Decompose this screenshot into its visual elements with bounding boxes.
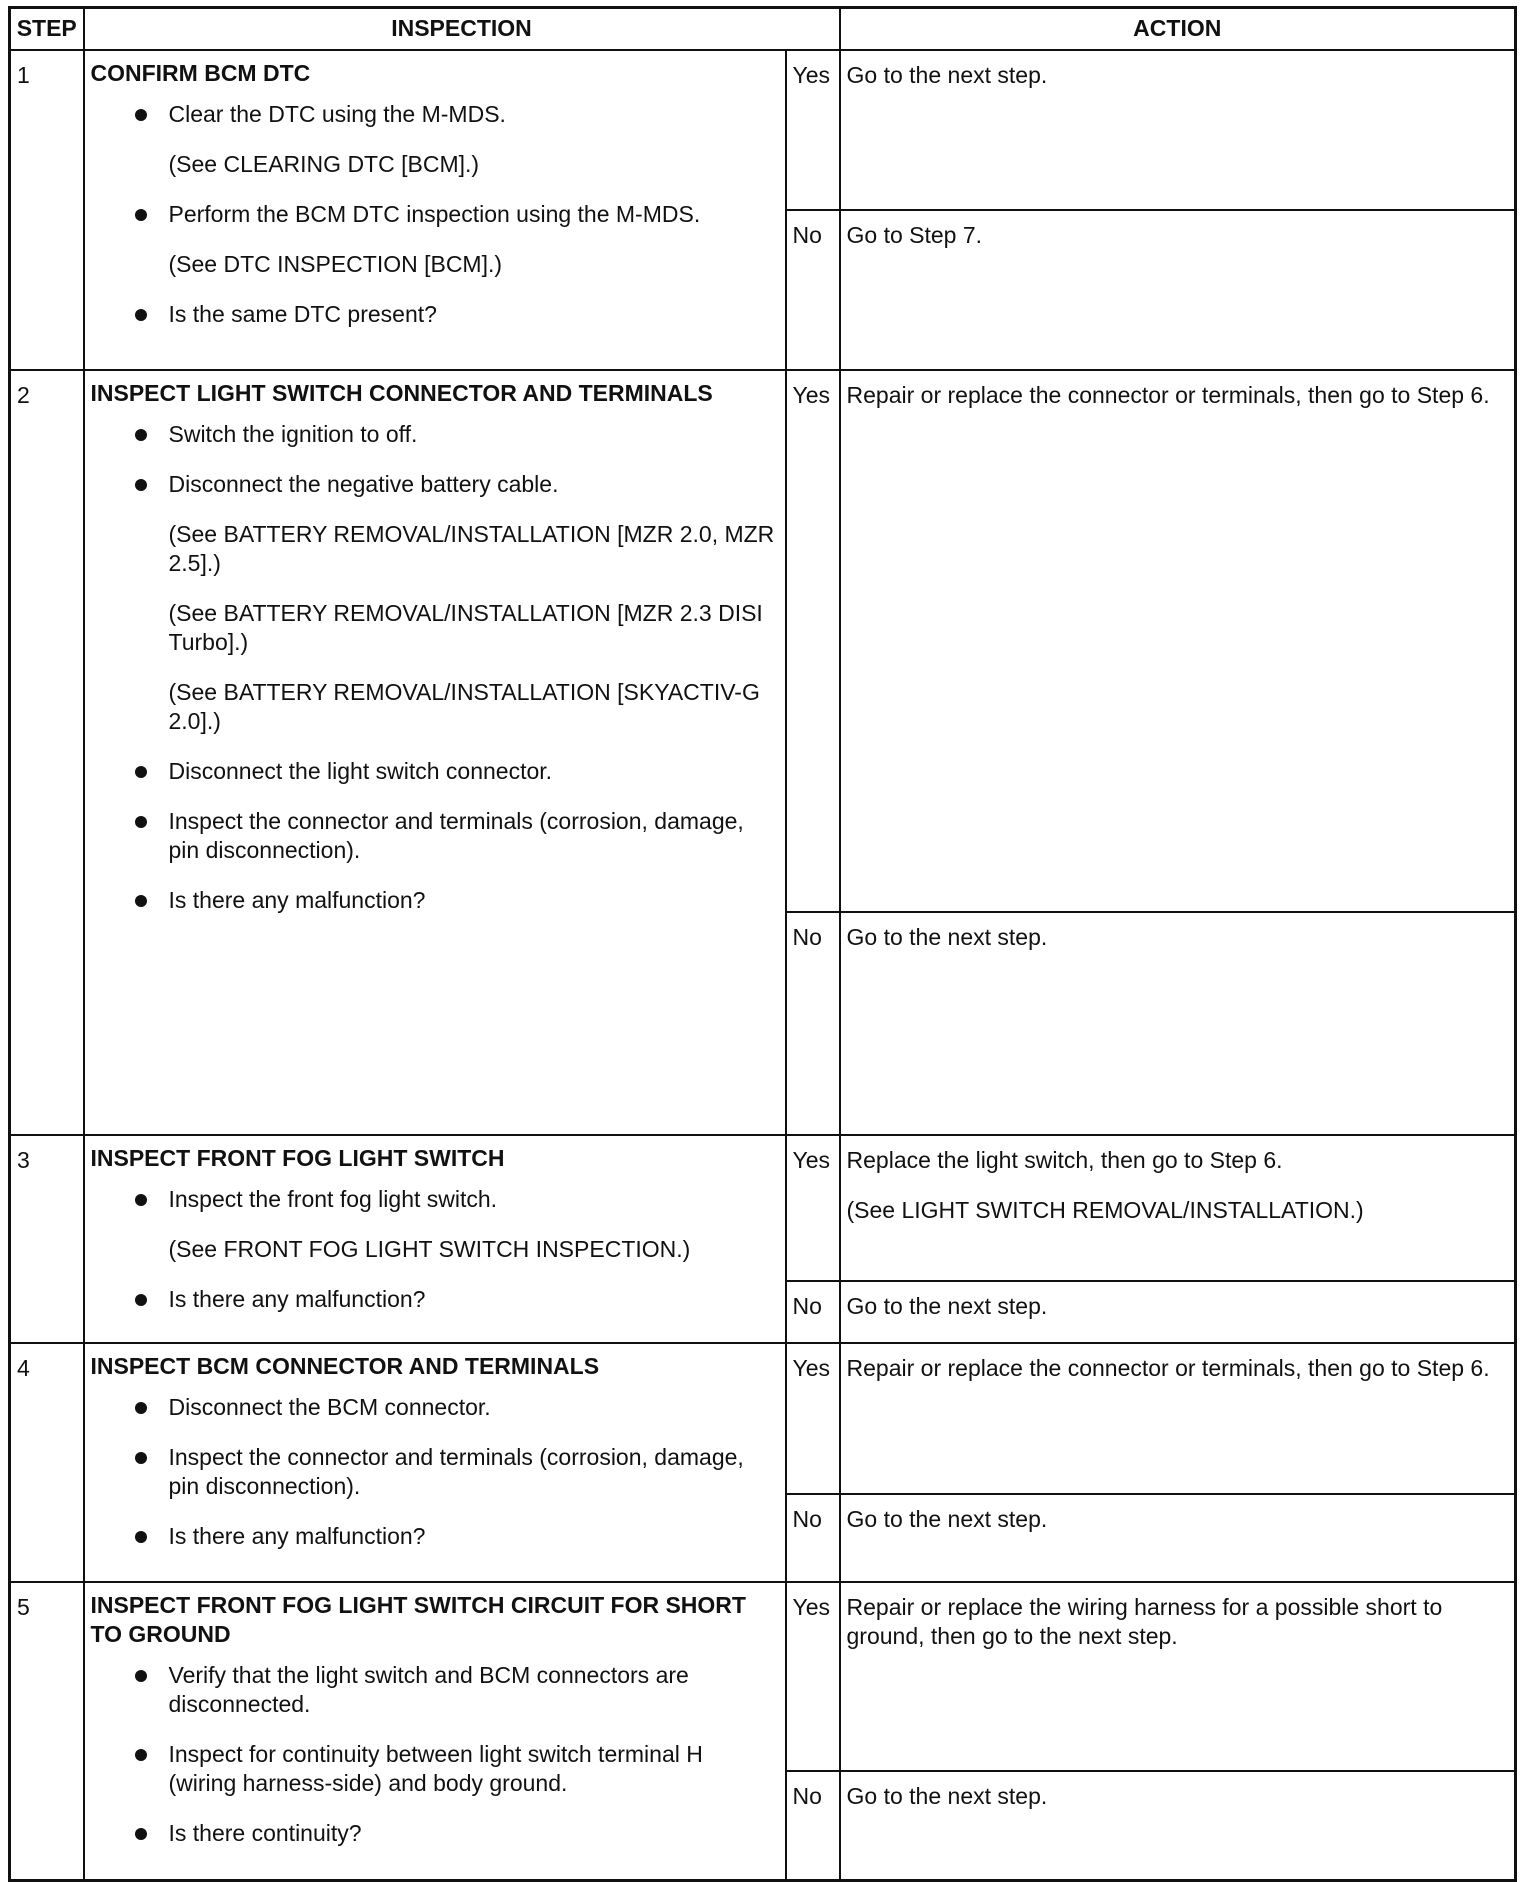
action-text: Go to the next step. [846,61,1048,88]
inspection-item-text: Disconnect the BCM connector. [168,1393,491,1420]
inspection-cell [84,1582,786,1881]
bullet-icon [135,429,147,441]
action-text: Replace the light switch, then go to Step 6. [846,1146,1283,1173]
action-text: Repair or replace the wiring harness for a possible short to ground, then go to the next step. [846,1593,1443,1649]
yes-label: Yes [786,1135,840,1281]
no-action [840,1771,1516,1881]
step-row [10,1582,1516,1771]
step-number: 3 [10,1135,84,1343]
inspection-item-text: Is the same DTC present? [168,300,437,327]
table-body [10,50,1516,1881]
header-row [10,8,1516,50]
yes-action [840,1135,1516,1281]
inspection-bullet-item [91,1443,775,1501]
inspection-bullet-item [91,300,775,329]
inspection-item-text: Switch the ignition to off. [168,420,418,447]
no-label: No [786,1281,840,1343]
inspection-item-text: Disconnect the negative battery cable. [168,470,559,497]
header-action: ACTION [840,8,1516,50]
inspection-bullet-item [91,100,775,129]
inspection-item-text: Disconnect the light switch connector. [168,757,553,784]
no-action [840,1494,1516,1582]
action-text: (See LIGHT SWITCH REMOVAL/INSTALLATION.) [846,1196,1364,1223]
inspection-item-text: (See BATTERY REMOVAL/INSTALLATION [SKYACTIV-G 2.0].) [168,678,760,734]
yes-action [840,50,1516,210]
inspection-bullet-item [91,470,775,499]
inspection-list [91,1661,775,1848]
header-inspection: INSPECTION [84,8,840,50]
inspection-title: CONFIRM BCM DTC [90,59,311,86]
step-row [10,1343,1516,1494]
action-text: Go to Step 7. [846,221,983,248]
bullet-icon [135,1670,147,1682]
inspection-bullet-item [91,807,775,865]
inspection-cell [84,50,786,370]
inspection-list [91,1185,775,1314]
troubleshooting-table [8,6,1517,1882]
no-action [840,210,1516,370]
inspection-bullet-item [91,1661,775,1719]
inspection-reference-note [91,1235,775,1264]
step-number: 2 [10,370,84,1135]
inspection-list [91,420,775,915]
bullet-icon [135,1294,147,1306]
inspection-reference-note [91,150,775,179]
inspection-item-text: (See BATTERY REMOVAL/INSTALLATION [MZR 2.0, MZR 2.5].) [168,520,775,576]
bullet-icon [135,1531,147,1543]
step-number: 1 [10,50,84,370]
inspection-cell [84,1343,786,1582]
inspection-bullet-item [91,1185,775,1214]
inspection-item-text: Is there any malfunction? [168,1522,426,1549]
inspection-bullet-item [91,1740,775,1798]
inspection-bullet-item [91,1819,775,1848]
action-text: Go to the next step. [846,1505,1048,1532]
inspection-list [91,100,775,329]
inspection-reference-note [91,250,775,279]
inspection-item-text: Inspect the connector and terminals (corrosion, damage, pin disconnection). [168,807,744,863]
action-text: Repair or replace the connector or terminals, then go to Step 6. [846,1354,1490,1381]
bullet-icon [135,1402,147,1414]
action-text: Go to the next step. [846,1292,1048,1319]
inspection-bullet-item [91,1393,775,1422]
inspection-item-text: Inspect the connector and terminals (corrosion, damage, pin disconnection). [168,1443,744,1499]
inspection-item-text: Is there any malfunction? [168,886,426,913]
inspection-bullet-item [91,200,775,229]
inspection-bullet-item [91,757,775,786]
inspection-title: INSPECT BCM CONNECTOR AND TERMINALS [90,1352,600,1379]
action-text: Go to the next step. [846,1782,1048,1809]
inspection-reference-note [91,520,775,578]
bullet-icon [135,309,147,321]
inspection-reference-note [91,599,775,657]
inspection-bullet-item [91,1522,775,1551]
inspection-item-text: (See CLEARING DTC [BCM].) [168,150,480,177]
inspection-cell [84,370,786,1135]
no-label: No [786,912,840,1135]
inspection-item-text: (See DTC INSPECTION [BCM].) [168,250,503,277]
inspection-list [91,1393,775,1551]
step-number: 5 [10,1582,84,1881]
no-action [840,912,1516,1135]
bullet-icon [135,816,147,828]
inspection-item-text: Is there any malfunction? [168,1285,426,1312]
inspection-title: INSPECT FRONT FOG LIGHT SWITCH CIRCUIT FOR SHORT TO GROUND [90,1591,746,1647]
bullet-icon [135,895,147,907]
inspection-item-text: Is there continuity? [168,1819,362,1846]
header-step: STEP [10,8,84,50]
inspection-title: INSPECT FRONT FOG LIGHT SWITCH [90,1144,505,1171]
yes-label: Yes [786,1582,840,1771]
yes-label: Yes [786,1343,840,1494]
inspection-item-text: (See BATTERY REMOVAL/INSTALLATION [MZR 2.3 DISI Turbo].) [168,599,763,655]
inspection-item-text: (See FRONT FOG LIGHT SWITCH INSPECTION.) [168,1235,691,1262]
yes-action [840,370,1516,912]
step-number: 4 [10,1343,84,1582]
no-action [840,1281,1516,1343]
no-label: No [786,210,840,370]
bullet-icon [135,1828,147,1840]
step-row [10,1135,1516,1281]
inspection-cell [84,1135,786,1343]
yes-action [840,1343,1516,1494]
bullet-icon [135,1749,147,1761]
no-label: No [786,1771,840,1881]
inspection-item-text: Clear the DTC using the M-MDS. [168,100,506,127]
inspection-bullet-item [91,1285,775,1314]
inspection-bullet-item [91,886,775,915]
action-text: Go to the next step. [846,923,1048,950]
inspection-reference-note [91,678,775,736]
inspection-item-text: Inspect for continuity between light switch terminal H (wiring harness-side) and body ground. [168,1740,703,1796]
bullet-icon [135,766,147,778]
step-row [10,50,1516,210]
inspection-title: INSPECT LIGHT SWITCH CONNECTOR AND TERMINALS [90,379,713,406]
bullet-icon [135,209,147,221]
yes-action [840,1582,1516,1771]
bullet-icon [135,109,147,121]
yes-label: Yes [786,370,840,912]
inspection-bullet-item [91,420,775,449]
action-text: Repair or replace the connector or terminals, then go to Step 6. [846,381,1490,408]
no-label: No [786,1494,840,1582]
step-row [10,370,1516,912]
inspection-item-text: Perform the BCM DTC inspection using the M-MDS. [168,200,701,227]
bullet-icon [135,1194,147,1206]
bullet-icon [135,1452,147,1464]
inspection-item-text: Inspect the front fog light switch. [168,1185,498,1212]
inspection-item-text: Verify that the light switch and BCM connectors are disconnected. [168,1661,689,1717]
yes-label: Yes [786,50,840,210]
bullet-icon [135,479,147,491]
